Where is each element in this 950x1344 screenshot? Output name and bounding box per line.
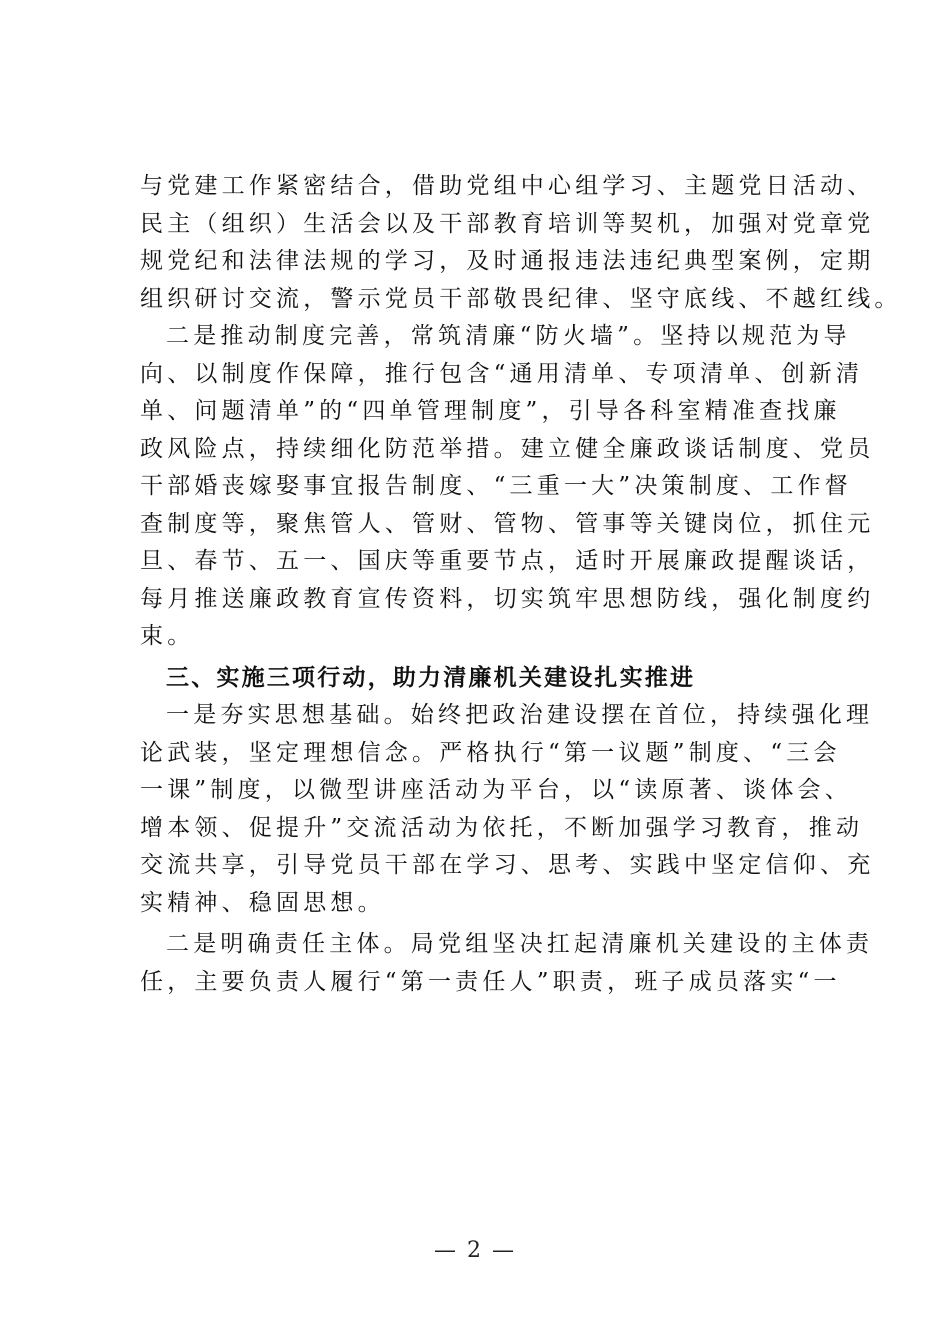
text-line: 干部婚丧嫁娶事宜报告制度、“三重一大”决策制度、工作督 <box>140 473 852 499</box>
paragraph-responsibility <box>140 926 874 1001</box>
text-line: 规党纪和法律法规的学习，及时通报违法违纪典型案例，定期 <box>140 248 875 274</box>
text-line: 民主（组织）生活会以及干部教育培训等契机，加强对党章党 <box>140 210 875 237</box>
text-line: 增本领、促提升”交流活动为依托，不断加强学习教育，推动 <box>140 814 864 841</box>
text-line: 束。 <box>140 623 195 649</box>
text-line: 查制度等，聚焦管人、管财、管物、管事等关键岗位，抓住元 <box>140 510 875 537</box>
text-line: 每月推送廉政教育宣传资料，切实筑牢思想防线，强化制度约 <box>140 585 875 612</box>
text-line: 交流共享，引导党员干部在学习、思考、实践中坚定信仰、充 <box>140 852 875 878</box>
text-line: 二是推动制度完善，常筑清廉“防火墙”。坚持以规范为导 <box>166 323 851 349</box>
text-line: 旦、春节、五一、国庆等重要节点，适时开展廉政提醒谈话， <box>140 548 875 574</box>
text-line: 二是明确责任主体。局党组坚决扛起清廉机关建设的主体责 <box>166 931 874 957</box>
text-line: 组织研讨交流，警示党员干部敬畏纪律、坚守底线、不越红线。 <box>140 285 902 312</box>
heading-text: 三、实施三项行动，助力清廉机关建设扎实推进 <box>166 664 696 691</box>
section-heading <box>140 660 840 698</box>
paragraph-ideological-foundation <box>140 697 875 922</box>
text-line: 单、问题清单”的“四单管理制度”，引导各科室精准查找廉 <box>140 398 841 424</box>
document-body <box>140 168 902 1001</box>
text-line: 一是夯实思想基础。始终把政治建设摆在首位，持续强化理 <box>166 702 874 728</box>
text-line: 实精神、稳固思想。 <box>140 889 385 916</box>
text-line: 向、以制度作保障，推行包含“通用清单、专项清单、创新清 <box>140 360 864 387</box>
text-line: 论武装，坚定理想信念。严格执行“第一议题”制度、“三会 <box>140 739 841 766</box>
paragraph-system-improvement <box>140 318 875 656</box>
page-number: — 2 — <box>434 1238 516 1263</box>
text-line: 一课”制度，以微型讲座活动为平台，以“读原著、谈体会、 <box>140 777 852 803</box>
text-line: 任，主要负责人履行“第一责任人”职责，班子成员落实“一 <box>140 968 841 995</box>
text-line: 与党建工作紧密结合，借助党组中心组学习、主题党日活动、 <box>140 173 875 199</box>
paragraph-continuation <box>140 168 902 318</box>
text-line: 政风险点，持续细化防范举措。建立健全廉政谈话制度、党员 <box>140 435 875 462</box>
